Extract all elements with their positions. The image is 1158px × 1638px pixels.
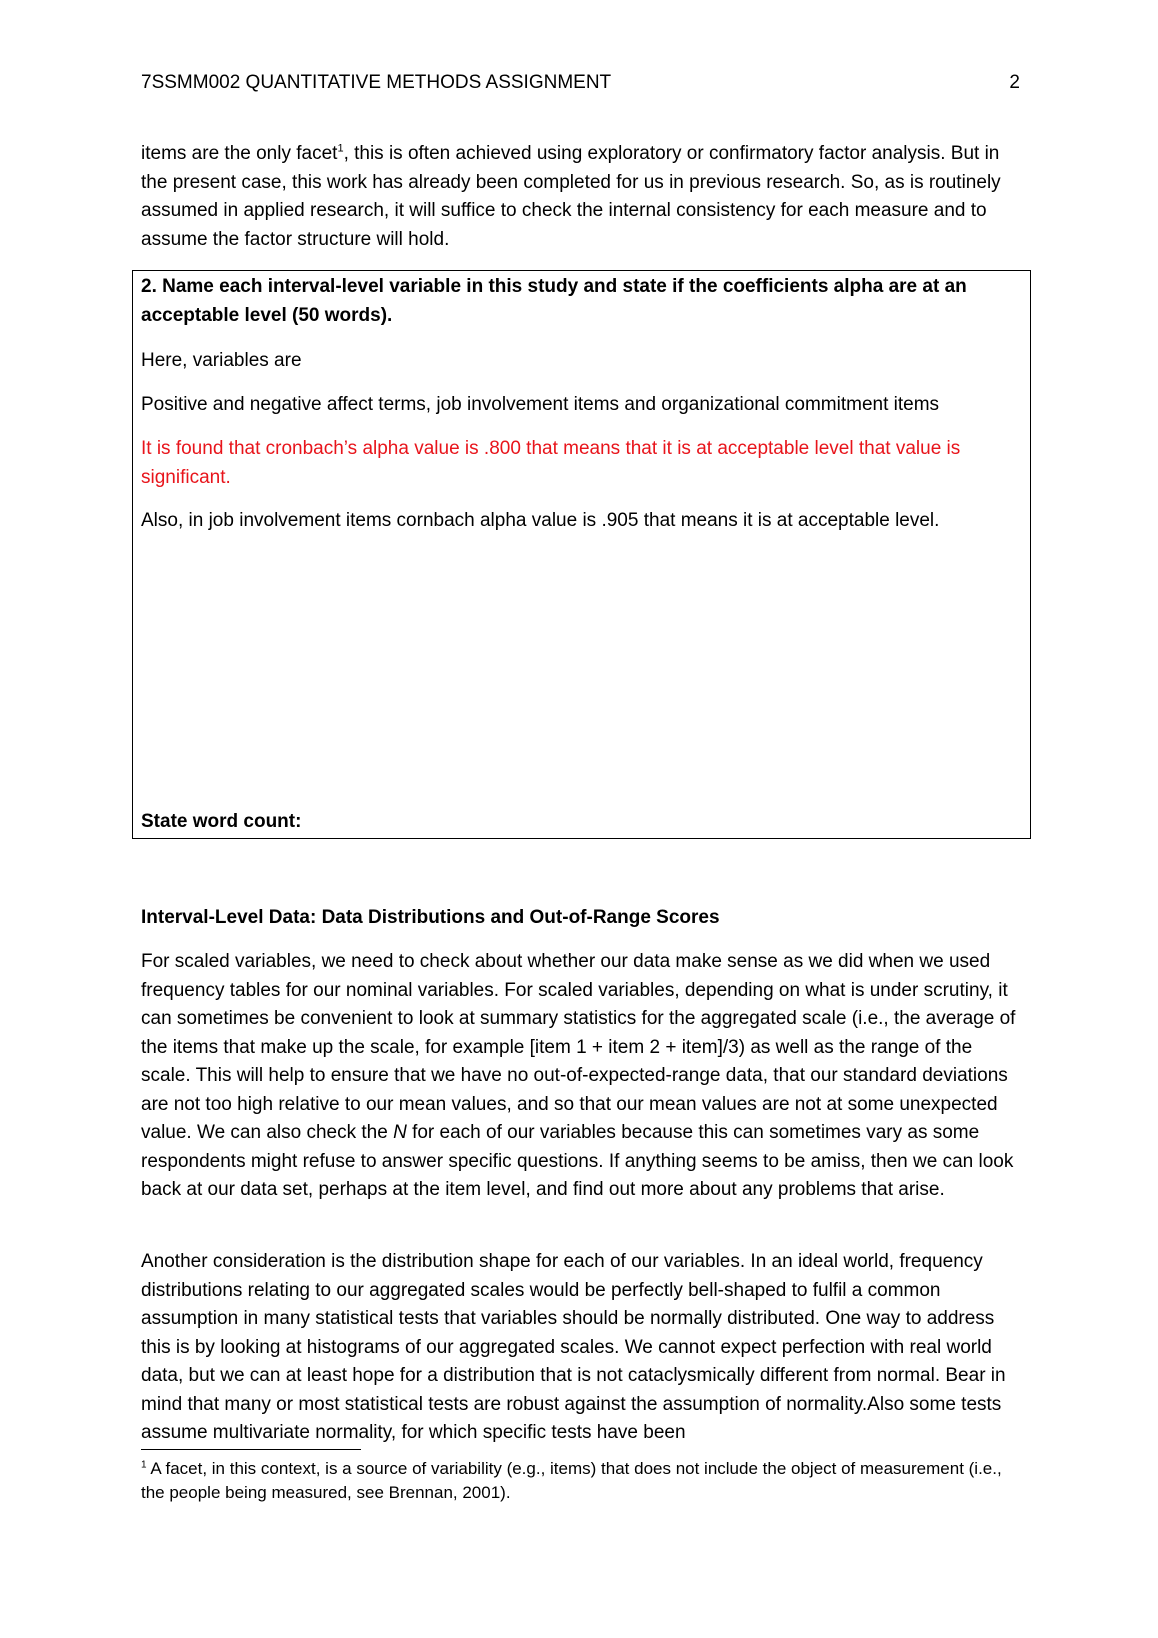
answer-line-1: Here, variables are	[141, 350, 302, 371]
section-heading: Interval-Level Data: Data Distributions and Out-of-Range Scores	[141, 907, 720, 928]
answer-line-4: Also, in job involvement items cornbach alpha value is .905 that means it is at acceptable level.	[141, 510, 940, 531]
section-p1-part1: For scaled variables, we need to check about whether our data make sense as we did when we used frequency tables for our nominal variables. For scaled variables, depending on what is under scrutiny, it can sometimes be convenient to look at summary statistics for the aggregated scale (i.e., the average of the items that make up the scale, for example [item 1 + item 2 + item]/3) as well as the range of the scale. This will help to ensure that we have no out-of-expected-range data, that our standard deviations are not too high relative to our mean values, and so that our mean values are not at some unexpected value. We can also check the	[141, 951, 1016, 1143]
footnote-reference[interactable]: 1	[337, 142, 344, 155]
answer-line-3-red: It is found that cronbach’s alpha value is .800 that means that it is at acceptable level that value is significant.	[141, 438, 961, 488]
page-number: 2	[1009, 72, 1020, 93]
intro-paragraph	[141, 140, 1021, 254]
question-heading: 2. Name each interval-level variable in this study and state if the coefficients alpha are at an acceptable level (50 words).	[141, 276, 967, 326]
intro-text-rest: , this is often achieved using exploratory or confirmatory factor analysis. But in the present case, this work has already been completed for us in previous research. So, as is routinely assumed in applied research, it will suffice to check the internal consistency for each measure and to assume the factor structure will hold.	[141, 143, 1001, 250]
word-count-label: State word count:	[141, 810, 302, 832]
section-paragraph-1	[141, 948, 1021, 1205]
section-p1-italic-n: N	[393, 1122, 407, 1143]
question-answer-box	[132, 270, 1031, 839]
page-header	[141, 71, 1020, 95]
header-title: 7SSMM002 QUANTITATIVE METHODS ASSIGNMENT	[141, 72, 612, 93]
section-p1-part2: for each of our variables because this can sometimes vary as some respondents might refuse to answer specific questions. If anything seems to be amiss, then we can look back at our data set, perhaps at the item level, and find out more about any problems that arise.	[141, 1122, 1014, 1200]
footnote-separator	[141, 1449, 361, 1450]
answer-line-2: Positive and negative affect terms, job involvement items and organizational commitment items	[141, 394, 940, 415]
footnote	[141, 1457, 1021, 1505]
section-paragraph-2: Another consideration is the distribution shape for each of our variables. In an ideal world, frequency distributions relating to our aggregated scales would be perfectly bell-shaped to fulfil a common assumption in many statistical tests that variables should be normally distributed. One way to address this is by looking at histograms of our aggregated scales. We cannot expect perfection with real world data, but we can at least hope for a distribution that is not cataclysmically different from normal. Bear in mind that many or most statistical tests are robust against the assumption of normality.Also some tests assume multivariate normality, for which specific tests have been	[141, 1251, 1006, 1443]
footnote-marker: 1	[141, 1459, 147, 1471]
footnote-text: A facet, in this context, is a source of variability (e.g., items) that does not include the object of measurement (i.e., the people being measured, see Brennan, 2001).	[141, 1459, 1002, 1502]
intro-text-start: items are the only facet	[141, 143, 338, 164]
